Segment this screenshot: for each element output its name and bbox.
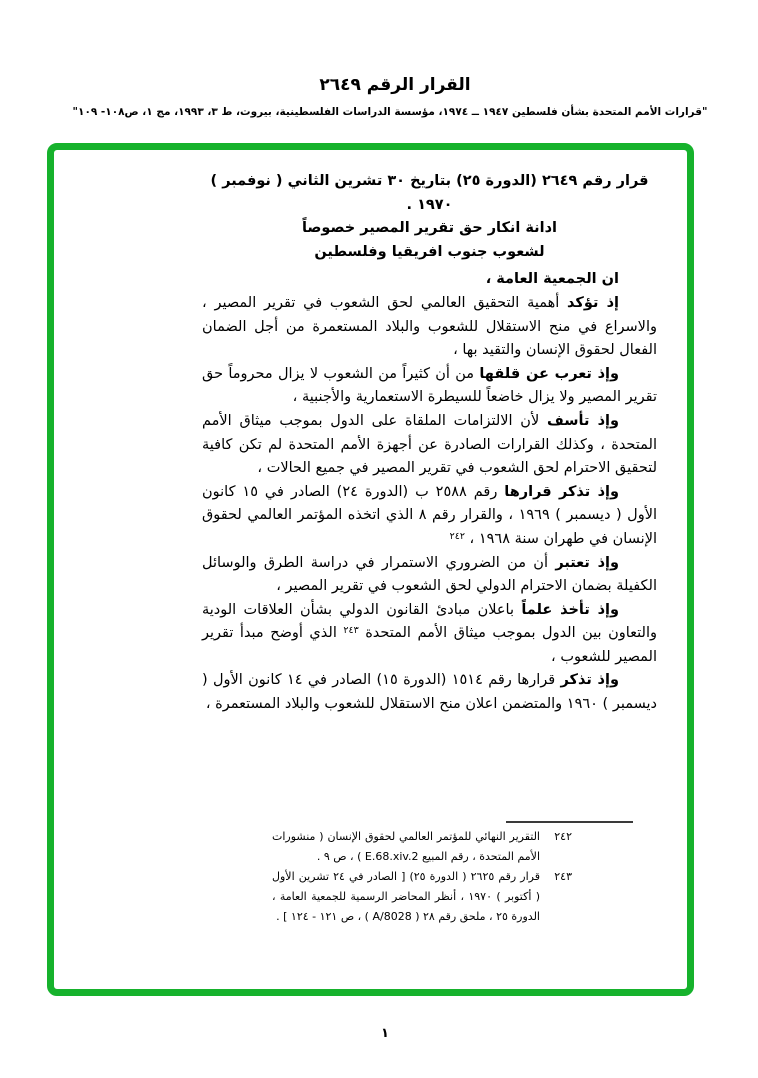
footnote-separator — [506, 821, 633, 823]
source-citation: "قرارات الأمم المتحدة بشأن فلسطين ١٩٤٧ ــ ١٩٧٤، مؤسسة الدراسات الفلسطينية، بيروت، ط ٣، ١٩٩٣، مج ١، ص١٠٨- ١٠٩" — [72, 106, 708, 118]
footnote-number: ٢٤٣ — [554, 870, 572, 883]
page-title: القرار الرقم ٢٦٤٩ — [319, 75, 471, 95]
paragraph-lead: وإذ تأسف — [546, 412, 620, 429]
resolution-subtitle — [202, 217, 657, 264]
footnote-number: ٢٤٢ — [554, 830, 572, 843]
preambular-paragraph — [202, 599, 657, 670]
paragraph-body: من أن كثيراً من الشعوب لا يزال محروماً حق تقرير المصير ولا يزال خاضعاً للسيطرة الاستعمارية والأجنبية ، — [202, 365, 657, 406]
preambular-paragraph — [202, 669, 657, 716]
paragraph-body: أن من الضروري الاستمرار في دراسة الطرق والوسائل الكفيلة بضمان الاحترام الدولي لحق الشعوب في تقرير المصير ، — [202, 554, 657, 595]
resolution-text — [202, 170, 657, 717]
opening-phrase: ان الجمعية العامة ، — [485, 271, 619, 288]
paragraph-body: رقم ٢٥٨٨ ب (الدورة ٢٤) الصادر في ١٥ كانون الأول ( ديسمبر ) ١٩٦٩ ، والقرار رقم ٨ الذي اتخذه المؤتمر العالمي لحقوق الإنسان في طهران سنة ١٩٦٨ ، — [202, 483, 657, 547]
paragraph-body: لأن الالتزامات الملقاة على الدول بموجب ميثاق الأمم المتحدة ، وكذلك القرارات الصادرة عن أجهزة الأمم المتحدة لم تكن كافية لتحقيق الاحترام لحق الشعوب في تقرير المصير في جميع الحالات ، — [202, 412, 657, 477]
page-number: ١ — [381, 1026, 389, 1041]
footnote-242 — [272, 827, 572, 867]
resolution-heading-line2: ١٩٧٠ . — [406, 196, 453, 213]
paragraph-lead: وإذ تعتبر — [555, 554, 620, 571]
resolution-subtitle-line1: ادانة انكار حق تقرير المصير خصوصاً — [301, 220, 558, 237]
preambular-paragraph — [202, 410, 657, 481]
footnote-text: التقرير النهائي للمؤتمر العالمي لحقوق الإنسان ( منشورات الأمم المتحدة ، رقم المبيع E.68.xiv.2 ) ، ص ٩ . — [272, 830, 540, 863]
preambular-paragraph — [202, 552, 657, 599]
resolution-subtitle-line2: لشعوب جنوب افريقيا وفلسطين — [314, 243, 545, 260]
preambular-paragraph — [202, 363, 657, 410]
resolution-heading — [202, 170, 657, 217]
paragraph-lead: وإذ تذكر — [560, 672, 619, 689]
preambular-paragraph — [202, 481, 657, 552]
footnote-text: قرار رقم ٢٦٢٥ ( الدورة ٢٥) [ الصادر في ٢٤ تشرين الأول ( أكتوبر ) ١٩٧٠ ، أنظر المحاضر الرسمية للجمعية العامة ، الدورة ٢٥ ، ملحق رقم ٢٨ ( A/8028 ) ، ص ١٢١ - ١٢٤ ] . — [272, 870, 540, 923]
paragraph-lead: إذ تؤكد — [567, 294, 619, 311]
paragraph-lead: وإذ تأخذ علماً — [521, 601, 620, 618]
paragraph-lead: وإذ تعرب عن قلقها — [479, 365, 620, 382]
footnote-reference-243: ٢٤٣ — [343, 625, 359, 637]
paragraph-body: الذي أوضح مبدأ تقرير المصير للشعوب ، — [202, 625, 657, 665]
footnote-243 — [272, 867, 572, 927]
paragraph-body: باعلان مبادئ القانون الدولي بشأن العلاقات الودية والتعاون بين الدول بموجب ميثاق الأمم المتحدة — [202, 601, 657, 642]
footnote-reference-242: ٢٤٢ — [449, 530, 465, 542]
paragraph-body: قرارها رقم ١٥١٤ (الدورة ١٥) الصادر في ١٤ كانون الأول ( ديسمبر ) ١٩٦٠ والمتضمن اعلان منح الاستقلال للشعوب والبلاد المستعمرة ، — [202, 672, 657, 713]
paragraph-body: أهمية التحقيق العالمي لحق الشعوب في تقرير المصير ، والاسراع في منح الاستقلال للشعوب والبلاد المستعمرة من أجل الضمان الفعال لحقوق الإنسان والتقيد بها ، — [202, 294, 657, 359]
footnotes-section — [272, 827, 572, 927]
preambular-paragraph — [202, 292, 657, 363]
paragraph-lead: وإذ تذكر قرارها — [504, 483, 619, 500]
resolution-heading-line1: قرار رقم ٢٦٤٩ (الدورة ٢٥) بتاريخ ٣٠ تشرين الثاني ( نوفمبر ) — [210, 173, 649, 189]
